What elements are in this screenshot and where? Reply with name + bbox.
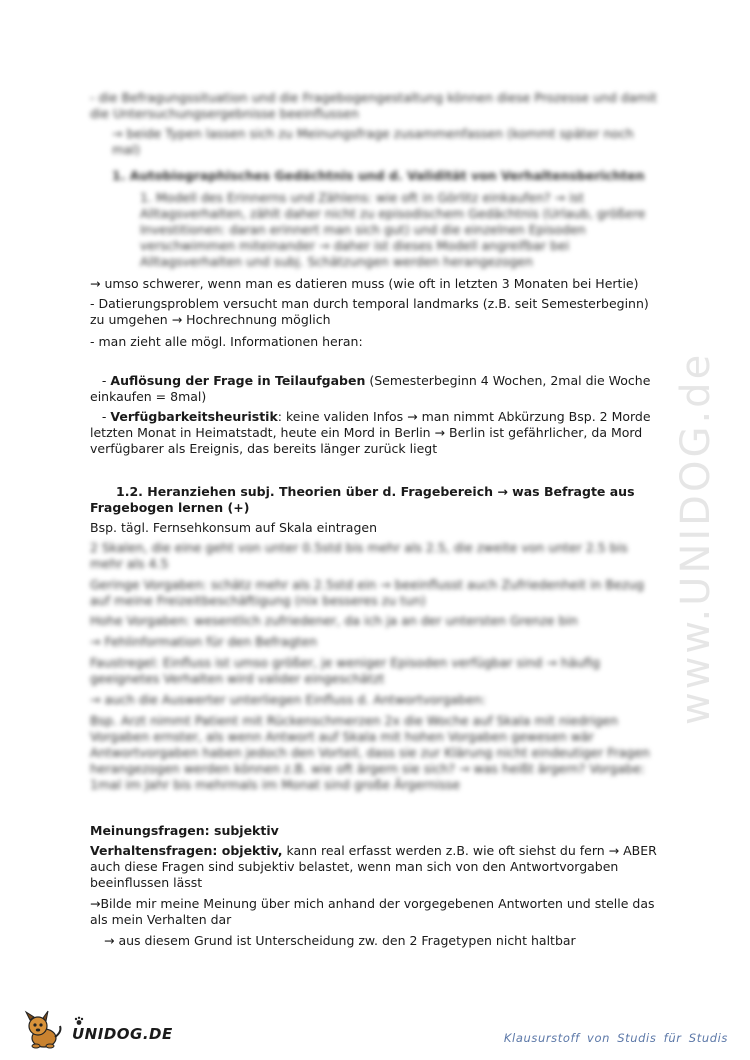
blurred-subheading: 1. Modell des Erinnerns und Zählens: wie oft in Görlitz einkaufen? → ist Alltagsverhalten, zählt daher nicht zu episodischem Gedächtnis (Urlaub, größere Investitionen: daran erinnert man sich gut) und die einzelnen Episoden verschwimmen miteinander → daher ist dieses Modell angreifbar bei Alltagsverhalten und subj. Schätzungen werden herangezogen [140, 190, 646, 269]
bold-term: Auflösung der Frage in Teilaufgaben [110, 373, 366, 388]
text-line: Meinungsfragen: subjektiv [90, 823, 279, 838]
text-paragraph [90, 373, 660, 405]
blurred-paragraph: Geringe Vorgaben: schätz mehr als 2.5std ein → beeinflusst auch Zufriedenheit in Bezug auf meine Freizeitbeschäftigung (nix besseres zu tun) [90, 577, 645, 608]
text-prefix: - [101, 409, 111, 424]
bold-term: Verhaltensfragen: objektiv, [90, 843, 283, 858]
text-paragraph [90, 409, 660, 457]
dog-mascot-icon [22, 1010, 70, 1050]
text-line: Bsp. tägl. Fernsehkonsum auf Skala eintragen [90, 520, 378, 535]
blurred-paragraph: Faustregel: Einfluss ist umso größer, je weniger Episoden verfügbar sind → häufig geeignetes Verhalten wird valider eingeschätzt [90, 655, 601, 686]
watermark: www.UNIDOG.de [673, 351, 719, 725]
text-prefix: - [101, 373, 111, 388]
blurred-paragraph: → beide Typen lassen sich zu Meinungsfrage zusammenfassen (kommt später noch mal) [112, 126, 634, 157]
blurred-paragraph: 2 Skalen, die eine geht von unter 0.5std bis mehr als 2.5, die zweite von unter 2.5 bis mehr als 4.5 [90, 540, 628, 571]
blurred-paragraph: Bsp. Arzt nimmt Patient mit Rückenschmerzen 2x die Woche auf Skala mit niedrigen Vorgaben ernster, als wenn Antwort auf Skala mit hohen Vorgaben gewesen wär Antwortvorgaben haben jedoch den Vorteil, dass sie zur Klärung nicht eindeutiger Fragen herangezogen werden können z.B. wie oft ärgern sie sich? → was heißt ärgern? Vorgabe: 1mal im Jahr bis mehrmals im Monat sind große Ärgernisse [90, 713, 650, 792]
text-rest: kann real erfasst werden z.B. wie oft siehst du fern → ABER auch diese Fragen sind subjektiv belastet, wenn man sich von den Antwortvorgaben beeinflussen lässt [90, 843, 657, 890]
blurred-paragraph: → Fehlinformation für den Befragten [90, 634, 318, 649]
text-rest: (Semesterbeginn 4 Wochen, 2mal die Woche einkaufen = 8mal) [90, 373, 651, 404]
section-heading: 1.2. Heranziehen subj. Theorien über d. Fragebereich → was Befragte aus Fragebogen lernen (+) [90, 484, 635, 515]
text-paragraph: →Bilde mir meine Meinung über mich anhand der vorgegebenen Antworten und stelle das als mein Verhalten dar [90, 896, 655, 927]
text-rest: : keine validen Infos → man nimmt Abkürzung Bsp. 2 Morde letzten Monat in Heimatstadt, heute ein Mord in Berlin → Berlin ist gefährlicher, da Mord verfügbarer als Ereignis, das bereits länger zurück liegt [90, 409, 651, 456]
text-paragraph: - Datierungsproblem versucht man durch temporal landmarks (z.B. seit Semesterbeginn) zu umgehen → Hochrechnung möglich [90, 296, 649, 327]
blurred-paragraph: Hohe Vorgaben: wesentlich zufriedener, da ich ja an der untersten Grenze bin [90, 613, 578, 628]
text-line: - man zieht alle mögl. Informationen heran: [90, 334, 363, 349]
footer-tagline: Klausurstoff von Studis für Studis [503, 1031, 728, 1045]
blurred-heading: 1. Autobiographisches Gedächtnis und d. Validität von Verhaltensberichten [112, 168, 645, 183]
text-line: → umso schwerer, wenn man es datieren muss (wie oft in letzten 3 Monaten bei Hertie) [90, 276, 639, 291]
blurred-paragraph: → auch die Auswerter unterliegen Einfluss d. Antwortvorgaben: [90, 692, 486, 707]
logo-text: UNIDOG.DE [72, 1025, 173, 1043]
text-paragraph [90, 843, 660, 891]
blurred-paragraph: - die Befragungssituation und die Fragebogengestaltung können diese Prozesse und damit die Untersuchungsergebnisse beeinflussen [90, 90, 657, 121]
text-line: → aus diesem Grund ist Unterscheidung zw. den 2 Fragetypen nicht haltbar [104, 933, 576, 948]
unidog-logo [22, 1010, 182, 1050]
bold-term: Verfügbarkeitsheuristik [110, 409, 278, 424]
